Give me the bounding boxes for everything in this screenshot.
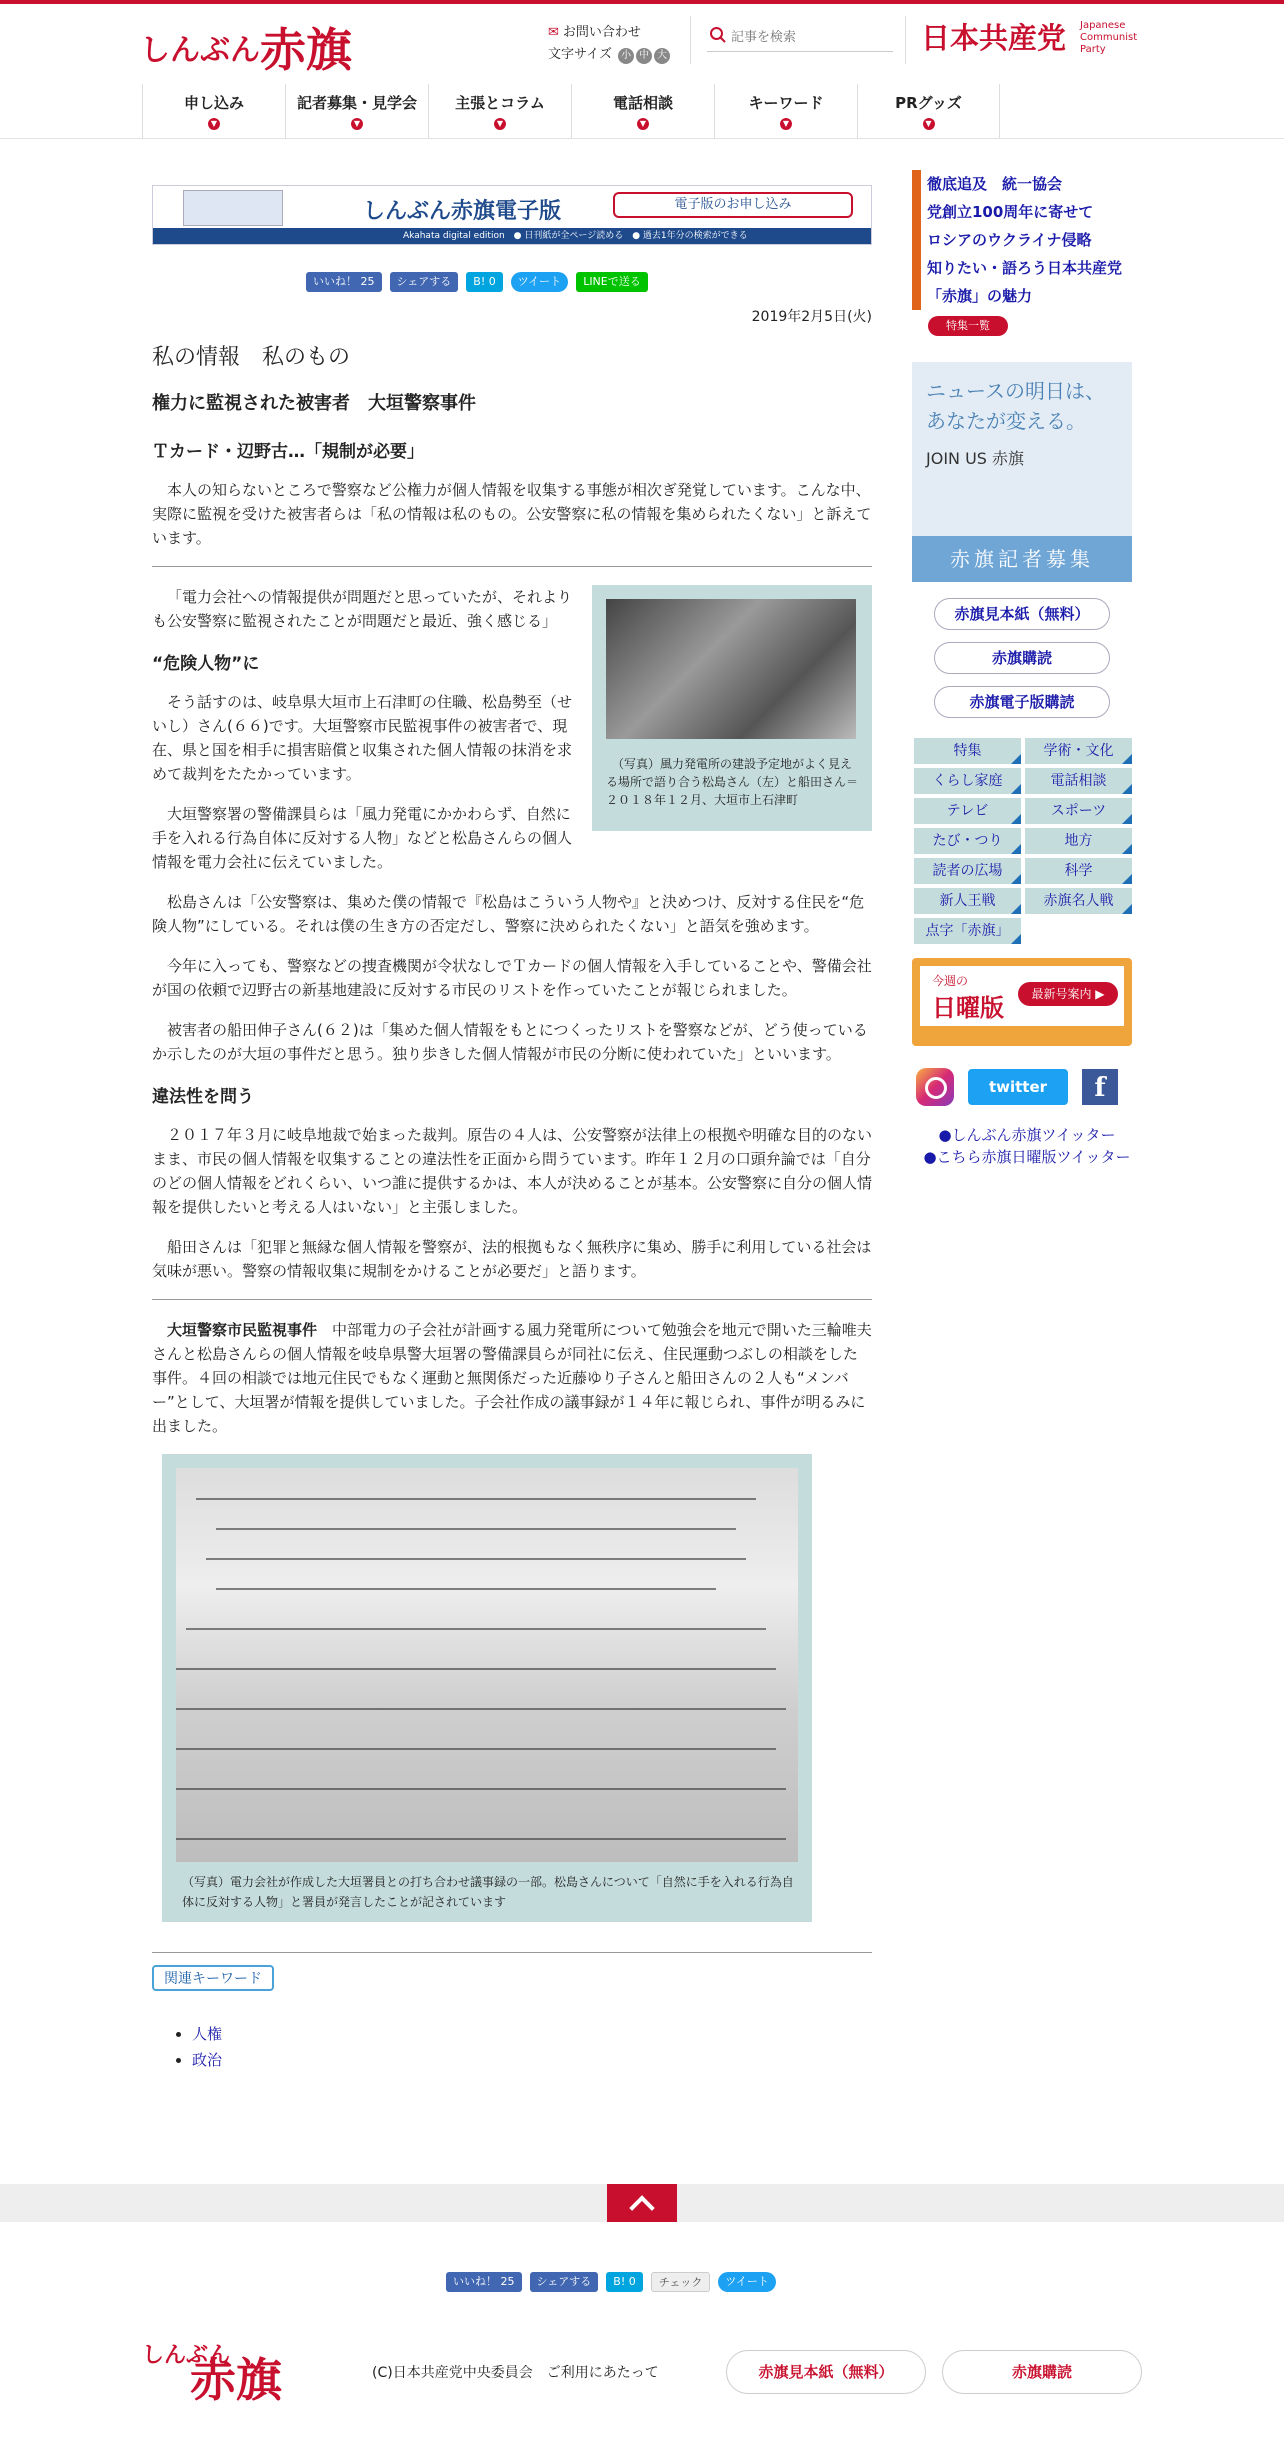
font-size-medium-button[interactable]: 中 [636, 48, 652, 64]
section-heading: “危険人物”に [152, 654, 260, 674]
party-logo[interactable]: 日本共産党 [921, 21, 1067, 55]
paragraph: 大垣警察署の警備課員らは「風力発電にかかわらず、自然に手を入れる行為自体に反対する人物」などと松島さんらの個人情報を電力会社に伝えていました。 [152, 805, 573, 871]
paragraph: 松島さんは「公安警察は、集めた僕の情報で『松島はこういう人物や』と決めつけ、反対する住民を“危険人物”にしている。それは僕の生き方の否定だし、警察に決められたくない」と語気を強めます。 [152, 893, 865, 935]
paragraph: そう話すのは、岐阜県大垣市上石津町の住職、松島勢至（せいし）さん(６６)です。大垣警察市民監視事件の被害者で、現在、県と国を相手に損害賠償と収集された個人情報の抹消を求めて裁判をたたかっています。 [152, 693, 573, 783]
photo-figure [592, 585, 872, 831]
banner-title: しんぶん赤旗電子版 [363, 199, 562, 224]
fb-share-button[interactable]: シェアする [390, 272, 459, 292]
share-buttons [306, 272, 648, 292]
hatena-button[interactable]: B! 0 [606, 2272, 642, 2292]
article-date: 2019年2月5日(火) [751, 309, 872, 325]
line-button[interactable]: LINEで送る [576, 272, 648, 292]
list-item [192, 2047, 872, 2073]
chevron-down-icon: ▼ [351, 118, 363, 130]
keyword-list [192, 2021, 872, 2073]
copyright: (C)日本共産党中央委員会 ご利用にあたって [372, 2365, 659, 2381]
header-divider [690, 16, 691, 64]
search-box [707, 22, 893, 52]
document-photo-image [176, 1468, 798, 1862]
tweet-button[interactable]: ツイート [511, 272, 568, 292]
twitter-follow-button[interactable]: twitter [968, 1069, 1068, 1105]
divider [152, 566, 872, 567]
sidebar-link[interactable]: ロシアのウクライナ侵略 [912, 226, 1132, 254]
paragraph: 「電力会社への情報提供が問題だと思っていたが、それよりも公安警察に監視されたことが問題だと最近、強く感じる」 [152, 588, 573, 630]
sample-paper-button[interactable]: 赤旗見本紙（無料） [934, 598, 1110, 630]
nav-apply[interactable]: 申し込み ▼ [142, 84, 285, 138]
paragraph: ２０１７年３月に岐阜地裁で始まった裁判。原告の４人は、公安警察が法律上の根拠や明確な目的のないまま、市民の個人情報を収集することの違法性を正面から問うています。昨年１２月の口頭弁論では「自分のどの個人情報をどれくらい、いつ誰に提供するかは、本人が決めることが基本。公安警察に自分の個人情報を提供したいと考える人はいない」と主張しました。 [152, 1126, 873, 1216]
divider [152, 1952, 872, 1953]
page-top-button[interactable] [607, 2184, 677, 2222]
fb-like-button[interactable]: いいね！ 25 [306, 272, 382, 292]
document-photo-figure [162, 1454, 812, 1922]
reporter-recruit-banner[interactable]: ニュースの明日は、 あなたが変える。 JOIN US 赤旗 赤旗記者募集 [912, 362, 1132, 582]
category-phone[interactable]: 電話相談 [1025, 768, 1132, 794]
article-subtitle: 権力に監視された被害者 大垣警察事件 [152, 393, 476, 414]
page-top-bar [0, 2184, 1284, 2222]
digital-edition-banner[interactable] [152, 185, 872, 245]
fb-like-button[interactable]: いいね！ 25 [446, 2272, 522, 2292]
sidebar-link[interactable]: 知りたい・語ろう日本共産党 [912, 254, 1132, 282]
footer-subscribe-button[interactable]: 赤旗購読 [942, 2350, 1142, 2394]
twitter-link[interactable]: ●こちら赤旗日曜版ツイッター [923, 1148, 1131, 1166]
search-input[interactable] [731, 24, 891, 50]
contact-link[interactable]: お問い合わせ [562, 25, 641, 40]
digital-subscribe-button[interactable]: 赤旗電子版購読 [934, 686, 1110, 718]
device-illustration [183, 190, 283, 226]
footer-logo[interactable]: しんぶん赤旗 [142, 2342, 282, 2407]
divider [152, 1299, 872, 1300]
twitter-link[interactable]: ●しんぶん赤旗ツイッター [938, 1126, 1116, 1144]
header-tools [548, 22, 670, 66]
main-nav [142, 84, 1000, 138]
section-heading: 違法性を問う [152, 1087, 254, 1107]
sidebar-link[interactable]: 党創立100周年に寄せて [912, 198, 1132, 226]
document-photo-caption: （写真）電力会社が作成した大垣署員との打ち合わせ議事録の一部。松島さんについて「自然に手を入れる行為自体に反対する人物」と署員が発言したことが記されています [182, 1875, 794, 1909]
banner-strip: Akahata digital edition ● 日刊紙が全ページ読める ● 過去1年分の検索ができる [153, 228, 871, 244]
fb-share-button[interactable]: シェアする [530, 2272, 599, 2292]
category-science[interactable]: 科学 [1025, 858, 1132, 884]
search-icon[interactable] [709, 26, 727, 44]
sidebar-link[interactable]: 「赤旗」の魅力 [912, 282, 1132, 310]
facebook-icon[interactable]: f [1082, 1069, 1118, 1105]
font-size-small-button[interactable]: 小 [618, 48, 634, 64]
case-note: 大垣警察市民監視事件 中部電力の子会社が計画する風力発電所について勉強会を地元で開いた三輪唯夫さんと松島さんらの個人情報を岐阜県警大垣署の警備課員らが同社に伝え、住民運動つぶしの相談をした事件。４回の相談では地元住民でもなく運動と無関係だった近藤ゆり子さんと船田さんの２人も“メンバー”として、大垣署が情報を提供していました。子会社作成の議事録が１４年に報じられ、事件が明るみに出ました。 [152, 1321, 872, 1435]
site-header [0, 4, 1284, 77]
chevron-down-icon: ▼ [208, 118, 220, 130]
font-size-label: 文字サイズ [548, 47, 612, 62]
category-sports[interactable]: スポーツ [1025, 798, 1132, 824]
paragraph: 被害者の船田伸子さん(６２)は「集めた個人情報をもとにつくったリストを警察などが、どう使っているか示したのが大垣の事件だと思う。独り歩きした個人情報が市民の分断に使われていた」といいます。 [152, 1021, 868, 1063]
lead-paragraph: 本人の知らないところで警察など公権力が個人情報を収集する事態が相次ぎ発覚しています。こんな中、実際に監視を受けた被害者らは「私の情報は私のもの。公安警察に私の情報を集められたくない」と訴えています。 [152, 481, 872, 547]
lead-heading: Ｔカード・辺野古…「規制が必要」 [152, 442, 424, 462]
category-home[interactable]: くらし家庭 [914, 768, 1021, 794]
photo-image [606, 599, 856, 739]
category-culture[interactable]: 学術・文化 [1025, 738, 1132, 764]
sunday-edition-banner[interactable]: 今週の 日曜版 最新号案内 ▶ [912, 958, 1132, 1046]
category-meijin[interactable]: 赤旗名人戦 [1025, 888, 1132, 914]
header-divider [905, 16, 906, 64]
category-tv[interactable]: テレビ [914, 798, 1021, 824]
category-grid [914, 738, 1132, 944]
nav-divider [0, 138, 1284, 139]
feature-list-button[interactable]: 特集一覧 [928, 316, 1008, 336]
list-item [192, 2021, 872, 2047]
nav-phone[interactable]: 電話相談 ▼ [571, 84, 714, 138]
party-logo-en: Japanese Communist Party [1080, 20, 1138, 55]
chevron-down-icon: ▼ [637, 118, 649, 130]
latest-issue-button[interactable]: 最新号案内 ▶ [1018, 982, 1118, 1006]
mail-icon: ✉ [548, 25, 559, 40]
related-keywords-heading: 関連キーワード [152, 1965, 274, 1991]
nav-keyword[interactable]: キーワード ▼ [714, 84, 857, 138]
subscribe-button[interactable]: 赤旗購読 [934, 642, 1110, 674]
hatena-button[interactable]: B! 0 [466, 272, 502, 292]
paragraph: 船田さんは「犯罪と無縁な個人情報を警察が、法的根拠もなく無秩序に集め、勝手に利用している社会は気味が悪い。警察の情報収集に規制をかけることが必要だ」と語ります。 [152, 1238, 872, 1280]
instagram-icon[interactable] [916, 1068, 954, 1106]
font-size-large-button[interactable]: 大 [654, 48, 670, 64]
sns-links [916, 1068, 1118, 1106]
category-shinjin[interactable]: 新人王戦 [914, 888, 1021, 914]
keyword-link[interactable]: 人権 [192, 2025, 223, 2043]
category-local[interactable]: 地方 [1025, 828, 1132, 854]
tweet-button[interactable]: ツイート [718, 2272, 775, 2292]
chevron-down-icon: ▼ [923, 118, 935, 130]
chevron-down-icon: ▼ [780, 118, 792, 130]
chevron-down-icon: ▼ [494, 118, 506, 130]
keyword-link[interactable]: 政治 [192, 2051, 223, 2069]
photo-caption: （写真）風力発電所の建設予定地がよく見える場所で語り合う松島さん（左）と船田さん＝２０１８年１２月、大垣市上石津町 [606, 757, 859, 807]
nav-goods[interactable]: PRグッズ ▼ [857, 84, 1000, 138]
nav-column[interactable]: 主張とコラム ▼ [428, 84, 571, 138]
article [152, 340, 872, 2073]
category-tokushu[interactable]: 特集 [914, 738, 1021, 764]
akahata-logo[interactable]: しんぶん赤旗 [140, 23, 352, 77]
nav-recruit[interactable]: 記者募集・見学会 ▼ [285, 84, 428, 138]
mixi-check-button[interactable]: チェック [651, 2272, 711, 2292]
sidebar [912, 170, 1132, 336]
sidebar-link[interactable]: 徹底追及 統一協会 [912, 170, 1132, 198]
footer-sample-button[interactable]: 赤旗見本紙（無料） [726, 2350, 926, 2394]
paragraph: 今年に入っても、警察などの捜査機関が令状なしでＴカードの個人情報を入手していることや、警備会社が国の依頼で辺野古の新基地建設に反対する市民のリストを作っていたことが報じられました。 [152, 957, 872, 999]
digital-signup-button[interactable]: 電子版のお申し込み [613, 192, 853, 218]
twitter-links [912, 1124, 1142, 1168]
category-readers[interactable]: 読者の広場 [914, 858, 1021, 884]
share-buttons-bottom [446, 2272, 776, 2292]
category-braille[interactable]: 点字「赤旗」 [914, 918, 1021, 944]
article-title: 私の情報 私のもの [152, 345, 351, 370]
category-travel[interactable]: たび・つり [914, 828, 1021, 854]
